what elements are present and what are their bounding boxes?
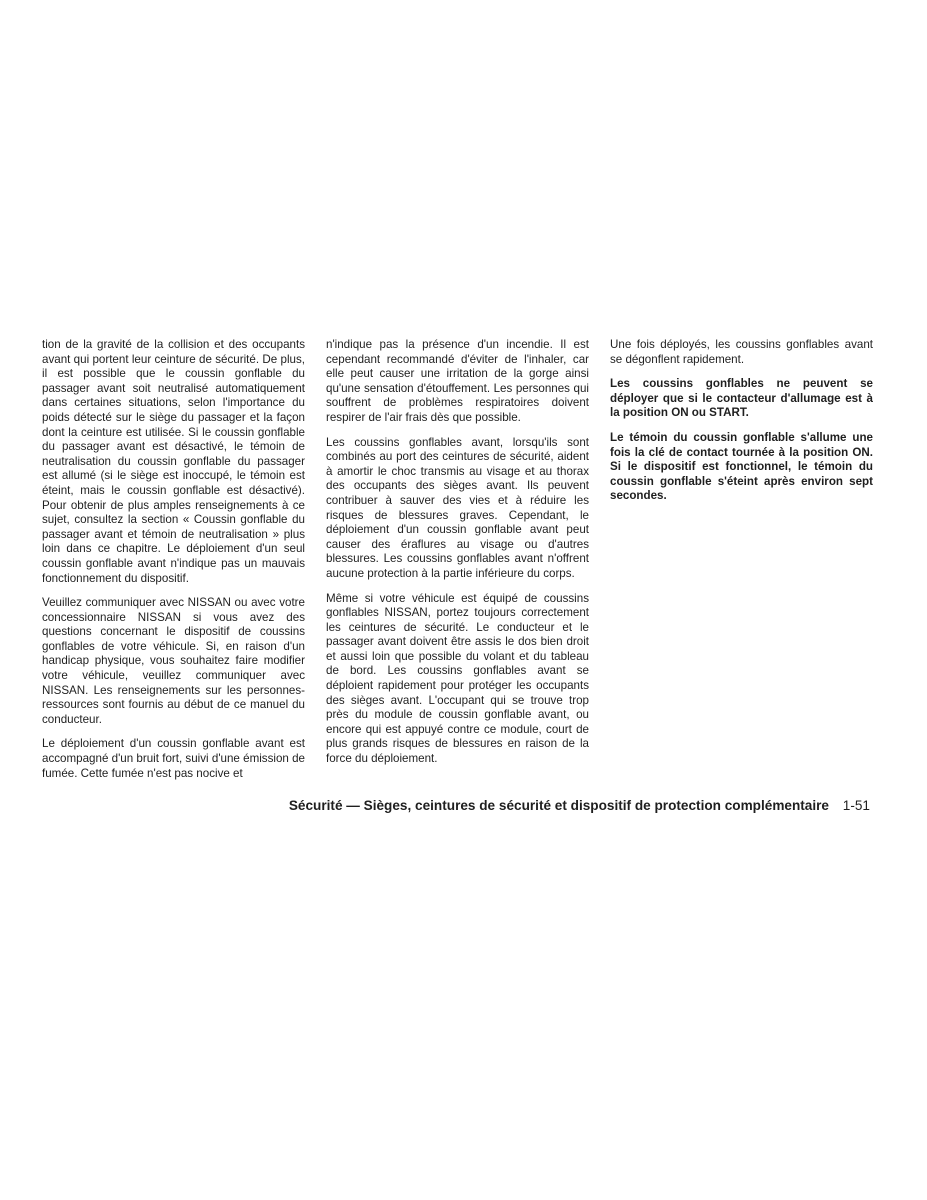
warning-paragraph: Les coussins gonflables ne peuvent se déployer que si le contacteur d'allumage est à la position ON ou START.	[610, 377, 873, 420]
text-column-3	[610, 338, 873, 514]
paragraph: Une fois déployés, les coussins gonflables avant se dégonflent rapidement.	[610, 338, 873, 366]
page-footer	[260, 798, 870, 813]
text-column-2	[326, 338, 589, 777]
paragraph: Même si votre véhicule est équipé de coussins gonflables NISSAN, portez toujours correctement les ceintures de sécurité. Le conducteur et le passager avant doivent être assis le dos bien droit et aussi loin que possible du volant et du tableau de bord. Les coussins gonflables avant se déploient rapidement pour protéger les occupants des sièges avant. L'occupant qui se trouve trop près du module de coussin gonflable avant, ou encore qui est appuyé contre ce module, court de plus grands risques de blessures en raison de la force du déploiement.	[326, 591, 589, 766]
paragraph: Les coussins gonflables avant, lorsqu'ils sont combinés au port des ceintures de sécurité, aident à amortir le choc transmis au visage et au thorax des occupants des sièges avant. Ils peuvent contribuer à sauver des vies et à réduire les risques de blessures graves. Cependant, le déploiement d'un coussin gonflable avant peut causer des éraflures au visage ou d'autres blessures. Les coussins gonflables avant n'offrent aucune protection à la partie inférieure du corps.	[326, 435, 589, 580]
page-number: 1-51	[842, 798, 870, 813]
paragraph: Le déploiement d'un coussin gonflable avant est accompagné d'un bruit fort, suivi d'une émission de fumée. Cette fumée n'est pas nocive et	[42, 737, 305, 780]
paragraph: tion de la gravité de la collision et des occupants avant qui portent leur ceinture de sécurité. De plus, il est possible que le coussin gonflable du passager avant soit neutralisé automatiquement dans certaines situations, selon l'importance du poids détecté sur le siège du passager et la façon dont la ceinture est utilisée. Si le coussin gonflable du passager avant est désactivé, le témoin de neutralisation du coussin gonflable du passager est allumé (si le siège est inoccupé, le témoin est éteint, mais le coussin gonflable est désactivé). Pour obtenir de plus amples renseignements à ce sujet, consultez la section « Coussin gonflable du passager avant et témoin de neutralisation » plus loin dans ce chapitre. Le déploiement d'un seul coussin gonflable avant n'indique pas un mauvais fonctionnement du dispositif.	[42, 338, 305, 585]
paragraph: Veuillez communiquer avec NISSAN ou avec votre concessionnaire NISSAN si vous avez des questions concernant le dispositif de coussins gonflables de votre véhicule. Si, en raison d'un handicap physique, vous souhaitez faire modifier votre véhicule, veuillez communiquer avec NISSAN. Les renseignements sur les personnes-ressources sont fournis au début de ce manuel du conducteur.	[42, 596, 305, 726]
text-column-1	[42, 338, 305, 791]
paragraph: n'indique pas la présence d'un incendie. Il est cependant recommandé d'éviter de l'inhaler, car elle peut causer une irritation de la gorge ainsi qu'une sensation d'étouffement. Les personnes qui souffrent de problèmes respiratoires doivent respirer de l'air frais dès que possible.	[326, 338, 589, 424]
warning-paragraph: Le témoin du coussin gonflable s'allume une fois la clé de contact tournée à la position ON. Si le dispositif est fonctionnel, le témoin du coussin gonflable s'éteint après environ sept secondes.	[610, 430, 873, 503]
section-title: Sécurité — Sièges, ceintures de sécurité et dispositif de protection complémentaire	[288, 798, 829, 813]
